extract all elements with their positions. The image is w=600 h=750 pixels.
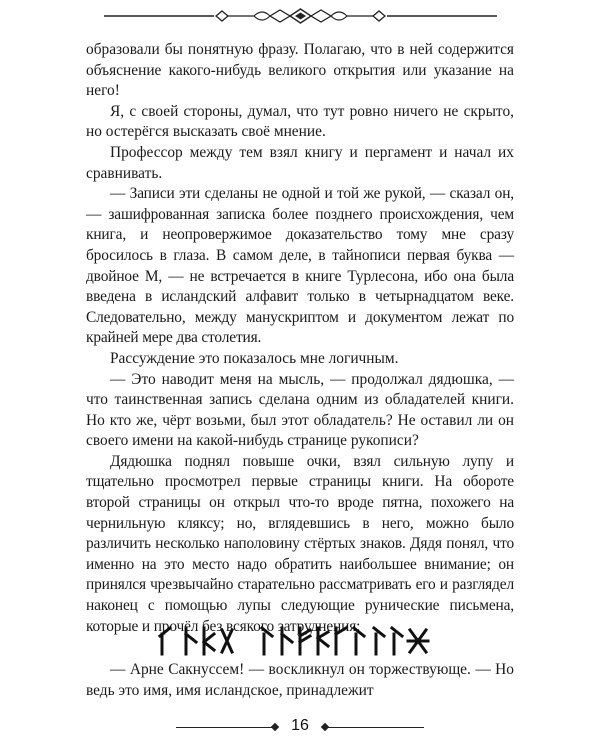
runic-inscription xyxy=(86,624,514,658)
page-footer xyxy=(176,716,424,738)
paragraph: Я, с своей стороны, думал, что тут ровно ничего не скрыто, но остерёгся высказать своё мнение. xyxy=(86,102,514,141)
paragraph: Дядюшка поднял повыше очки, взял сильную лупу и тщательно просмотрел первые страницы книги. На обороте второй страницы он открыл что-то вроде пятна, похожего на чернильную кляксу; но, вглядевшись в него, можно было различить несколько наполовину стёртых знаков. Дядя понял, что именно на это место надо обратить наибольшее внимание; он принялся чрезвычайно старательно рассматривать его и разглядел наконец с помощью лупы следующие рунические письмена, которые и прочёл без всякого затруднения: xyxy=(86,452,514,635)
paragraph: образовали бы понятную фразу. Полагаю, что в ней содержится объяснение какого-нибудь великого открытия или указание на него! xyxy=(86,41,514,100)
paragraph: Рассуждение это показалось мне логичным. xyxy=(110,349,399,367)
body-text xyxy=(86,40,514,637)
body-text-continued xyxy=(86,660,514,701)
paragraph: Профессор между тем взял книгу и пергамент и начал их сравнивать. xyxy=(86,143,514,182)
paragraph: — Это наводит меня на мысль, — продолжал дядюшка, — что таинственная запись сделана одним из обладателей книги. Но кто же, чёрт возьми, был этот обладатель? Не оставил ли он своего имени на какой-нибудь странице рукописи? xyxy=(86,370,514,450)
top-ornament xyxy=(104,6,497,26)
footer-rule-right xyxy=(328,727,424,728)
page-number: 16 xyxy=(291,717,309,734)
footer-diamond-left xyxy=(271,723,279,731)
footer-rule-left xyxy=(176,727,272,728)
paragraph: — Арне Сакнуссем! — воскликнул он торжествующе. — Но ведь это имя, имя исландское, принадлежит xyxy=(86,661,514,699)
paragraph: — Записи эти сделаны не одной и той же рукой, — сказал он, — зашифрованная записка более позднего происхождения, чем книга, и неопровержимое доказательство тому мне сразу бросилось в глаза. В самом деле, в тайнописи первая буква — двойное М, — не встречается в книге Турлесона, ибо она была введена в исландский алфавит только в четырнадцатом веке. Следовательно, между манускриптом и документом лежат по крайней мере два столетия. xyxy=(86,185,514,347)
